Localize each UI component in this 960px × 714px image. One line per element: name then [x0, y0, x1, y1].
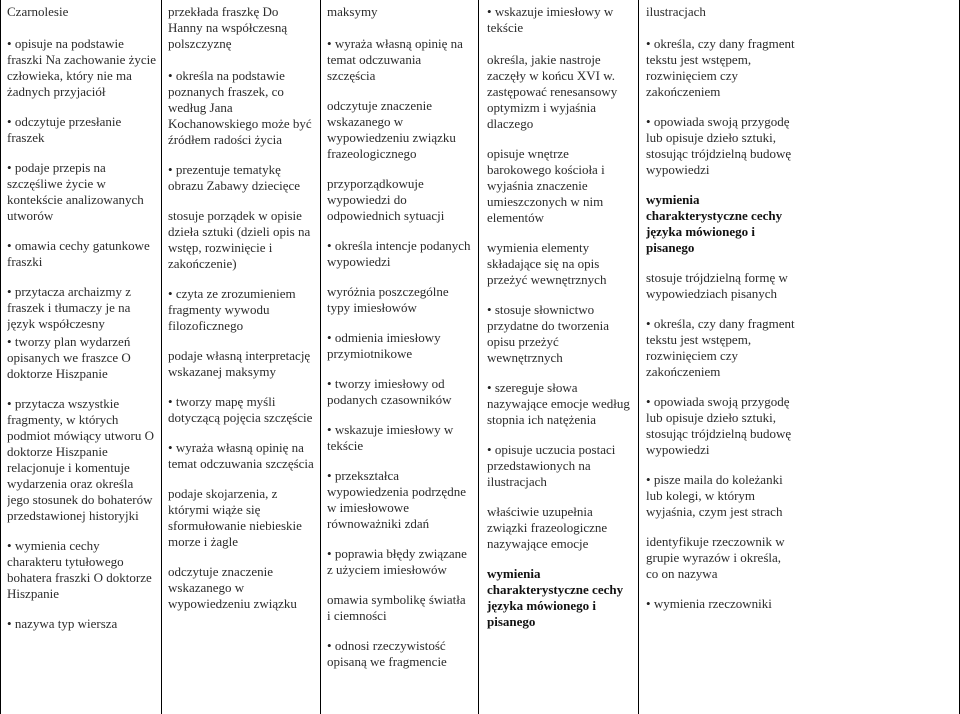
bullet-item: • stosuje słownictwo przydatne do tworzenia opisu przeżyć wewnętrznych — [487, 302, 633, 366]
bullet-item: • tworzy imiesłowy od podanych czasowników — [327, 376, 472, 408]
text-item: podaje własną interpretację wskazanej maksymy — [168, 348, 311, 379]
table-column-5 — [646, 0, 796, 714]
text-item: identyfikuje rzeczownik w grupie wyrazów i określa, co on nazywa — [646, 534, 785, 581]
text-item: podaje skojarzenia, z którymi wiąże się sformułowanie niebieskie morze i żagle — [168, 486, 302, 549]
text-item: przekłada fraszkę Do Hanny na współczesną polszczyznę — [168, 4, 288, 51]
table-column-4 — [487, 0, 633, 714]
bullet-item: • odmienia imiesłowy przymiotnikowe — [327, 330, 472, 362]
bullet-item: • wyraża własną opinię na temat odczuwania szczęścia — [168, 440, 314, 472]
text-item: przyporządkowuje wypowiedzi do odpowiednich sytuacji — [327, 176, 445, 223]
text-item: wyróżnia poszczególne typy imiesłowów — [327, 284, 449, 315]
bullet-item: • opisuje uczucia postaci przedstawionych na ilustracjach — [487, 442, 633, 490]
bullet-item: • podaje przepis na szczęśliwe życie w kontekście analizowanych utworów — [7, 160, 157, 224]
table-divider-3 — [478, 0, 479, 714]
bullet-item: • czyta ze zrozumieniem fragmenty wywodu filozoficznego — [168, 286, 314, 334]
table-divider-1 — [161, 0, 162, 714]
bullet-item: • tworzy mapę myśli dotyczącą pojęcia szczęście — [168, 394, 314, 426]
table-divider-2 — [320, 0, 321, 714]
bullet-item: • określa na podstawie poznanych fraszek, co według Jana Kochanowskiego może być źródłem radości życia — [168, 68, 314, 148]
bullet-item: • określa, czy dany fragment tekstu jest wstępem, rozwinięciem czy zakończeniem — [646, 316, 796, 380]
bullet-item: • opowiada swoją przygodę lub opisuje dzieło sztuki, stosując trójdzielną budowę wypowiedzi — [646, 394, 796, 458]
bullet-item: • opowiada swoją przygodę lub opisuje dzieło sztuki, stosując trójdzielną budowę wypowiedzi — [646, 114, 796, 178]
bullet-item: • szereguje słowa nazywające emocje według stopnia ich natężenia — [487, 380, 633, 428]
column-cell-text — [327, 4, 472, 670]
bullet-item: • prezentuje tematykę obrazu Zabawy dziecięce — [168, 162, 314, 194]
bullet-item: • wyraża własną opinię na temat odczuwania szczęścia — [327, 36, 472, 84]
table-divider-4 — [638, 0, 639, 714]
text-item: Czarnolesie — [7, 4, 69, 19]
table-column-2 — [168, 0, 314, 714]
bullet-item: • poprawia błędy związane z użyciem imiesłowów — [327, 546, 472, 578]
table-column-1 — [7, 0, 157, 714]
bullet-item: • przytacza wszystkie fragmenty, w których podmiot mówiący utworu O doktorze Hiszpanie relacjonuje i komentuje wydarzenia oraz określa jego stosunek do bohaterów przedstawionej historyjki — [7, 396, 157, 524]
bullet-item: • odnosi rzeczywistość opisaną we fragmencie — [327, 638, 472, 670]
column-cell-text — [7, 4, 157, 632]
table-border-left — [0, 0, 1, 714]
bullet-item: • wymienia cechy charakteru tytułowego bohatera fraszki O doktorze Hiszpanie — [7, 538, 157, 602]
bullet-item: • przytacza archaizmy z fraszek i tłumaczy je na język współczesny — [7, 284, 157, 332]
text-item: określa, jakie nastroje zaczęły w końcu XVI w. zastępować renesansowy optymizm i wyjaśnia dlaczego — [487, 52, 618, 131]
text-item: właściwie uzupełnia związki frazeologiczne nazywające emocje — [487, 504, 608, 551]
bullet-item: • pisze maila do koleżanki lub kolegi, w którym wyjaśnia, czym jest strach — [646, 472, 796, 520]
text-item: stosuje porządek w opisie dzieła sztuki (dzieli opis na wstęp, rozwinięcie i zakończenie) — [168, 208, 311, 271]
bullet-item: • omawia cechy gatunkowe fraszki — [7, 238, 157, 270]
bullet-item: • opisuje na podstawie fraszki Na zachowanie życie człowieka, który nie ma żadnych przyjaciół — [7, 36, 157, 100]
text-item: ilustracjach — [646, 4, 706, 19]
text-item: maksymy — [327, 4, 378, 19]
bullet-item: • określa, czy dany fragment tekstu jest wstępem, rozwinięciem czy zakończeniem — [646, 36, 796, 100]
bullet-item: • określa intencje podanych wypowiedzi — [327, 238, 472, 270]
text-item: odczytuje znaczenie wskazanego w wypowiedzeniu związku frazeologicznego — [327, 98, 456, 161]
column-cell-text — [646, 4, 796, 612]
text-item: wymienia charakterystyczne cechy języka mówionego i pisanego — [487, 566, 624, 629]
text-item: odczytuje znaczenie wskazanego w wypowiedzeniu związku — [168, 564, 297, 611]
bullet-item: • odczytuje przesłanie fraszek — [7, 114, 157, 146]
bullet-item: • wskazuje imiesłowy w tekście — [327, 422, 472, 454]
bullet-item: • tworzy plan wydarzeń opisanych we fraszce O doktorze Hiszpanie — [7, 334, 157, 382]
bullet-item: • nazywa typ wiersza — [7, 616, 157, 632]
column-cell-text — [168, 4, 314, 612]
column-cell-text — [487, 4, 633, 630]
text-item: omawia symbolikę światła i ciemności — [327, 592, 466, 623]
bullet-item: • wskazuje imiesłowy w tekście — [487, 4, 633, 36]
bullet-item: • przekształca wypowiedzenia podrzędne w imiesłowowe równoważniki zdań — [327, 468, 472, 532]
text-item: opisuje wnętrze barokowego kościoła i wyjaśnia znaczenie umieszczonych w nim elementów — [487, 146, 605, 225]
text-item: stosuje trójdzielną formę w wypowiedziach pisanych — [646, 270, 788, 301]
text-item: wymienia elementy składające się na opis przeżyć wewnętrznych — [487, 240, 607, 287]
table-column-3 — [327, 0, 472, 714]
bullet-item: • wymienia rzeczowniki — [646, 596, 796, 612]
text-item: wymienia charakterystyczne cechy języka mówionego i pisanego — [646, 192, 783, 255]
